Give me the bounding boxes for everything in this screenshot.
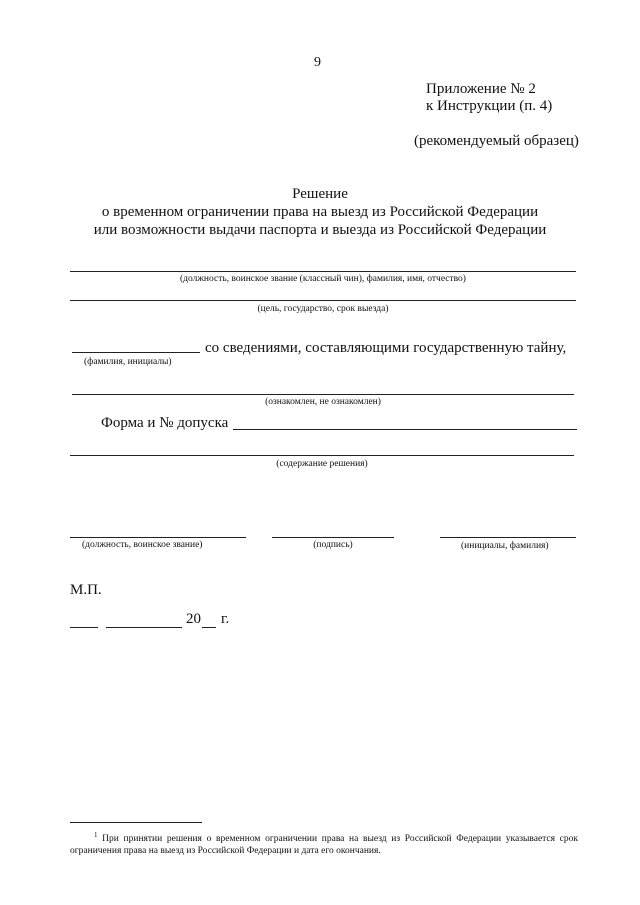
surname-line <box>72 352 200 353</box>
decision-title: Решение <box>292 186 348 202</box>
initials-line <box>440 537 576 538</box>
date-month-line <box>106 627 182 628</box>
date-year-prefix: 20 <box>186 611 201 627</box>
date-year-line <box>202 627 216 628</box>
surname-caption: (фамилия, инициалы) <box>84 357 172 367</box>
clearance-line <box>233 429 577 430</box>
decision-content-caption: (содержание решения) <box>276 459 368 469</box>
purpose-line <box>70 300 576 301</box>
signature-line <box>272 537 394 538</box>
footnote-text: При принятии решения о временном ограничении права на выезд из Российской Федерации указывается срок ограничения права на выезд из Российской Федерации и дата его окончания. <box>70 834 579 857</box>
date-year-suffix: г. <box>221 611 230 627</box>
footnote-separator <box>70 822 202 823</box>
footnote <box>70 829 578 857</box>
page-number: 9 <box>314 55 321 70</box>
clearance-label: Форма и № допуска <box>101 415 229 431</box>
informed-caption: (ознакомлен, не ознакомлен) <box>265 397 381 407</box>
signature-caption: (подпись) <box>313 540 353 550</box>
decision-subtitle-line1: о временном ограничении права на выезд из Российской Федерации <box>101 204 539 220</box>
seal-label: М.П. <box>70 582 102 598</box>
sample-label: (рекомендуемый образец) <box>414 133 579 149</box>
date-day-line <box>70 627 98 628</box>
informed-line <box>72 394 574 395</box>
appendix-title: Приложение № 2 <box>426 81 536 97</box>
footnote-marker: 1 <box>94 831 98 839</box>
position-name-line <box>70 271 576 272</box>
secret-info-text: со сведениями, составляющими государственную тайну, <box>205 340 567 356</box>
decision-subtitle-line2: или возможности выдачи паспорта и выезда из Российской Федерации <box>93 222 547 238</box>
purpose-caption: (цель, государство, срок выезда) <box>257 304 389 314</box>
sign-position-caption: (должность, воинское звание) <box>82 540 203 550</box>
sign-position-line <box>70 537 246 538</box>
appendix-reference: к Инструкции (п. 4) <box>426 98 553 114</box>
initials-caption: (инициалы, фамилия) <box>461 541 549 551</box>
decision-content-line <box>70 455 574 456</box>
position-name-caption: (должность, воинское звание (классный чин), фамилия, имя, отчество) <box>180 274 466 284</box>
